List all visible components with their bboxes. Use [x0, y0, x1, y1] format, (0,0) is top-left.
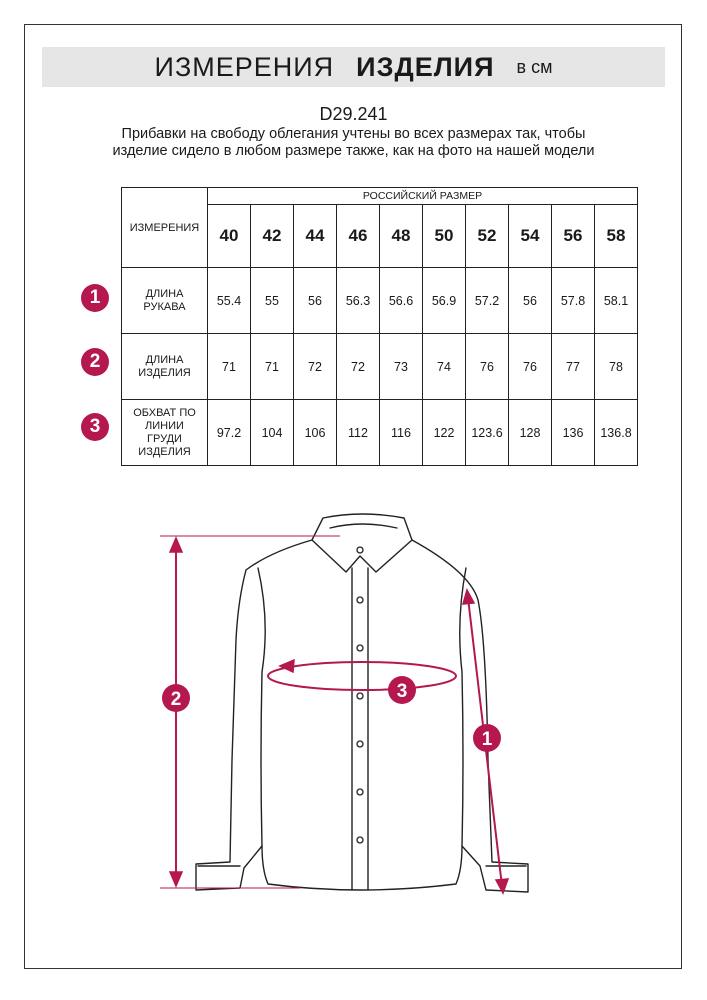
- button: [357, 837, 363, 843]
- svg-text:3: 3: [396, 681, 408, 702]
- title-item: ИЗДЕЛИЯ: [356, 51, 495, 82]
- arrow-head: [170, 872, 182, 886]
- value-cell: 76: [509, 334, 552, 400]
- value-cell: 55.4: [208, 268, 251, 334]
- size-cell: 48: [380, 205, 423, 268]
- size-cell: 46: [337, 205, 380, 268]
- diagram-marker-2: [162, 684, 190, 712]
- value-cell: 112: [337, 400, 380, 466]
- row-label-sleeve: ДЛИНА РУКАВА: [122, 268, 208, 334]
- fit-note: Прибавки на свободу облегания учтены во всех размерах так, чтобы изделие сидело в любом размере также, как на фото на нашей модели: [112, 126, 595, 159]
- arrow-head: [463, 590, 474, 604]
- left-armhole-seam: [258, 568, 265, 846]
- size-cell: 56: [552, 205, 595, 268]
- value-cell: 58.1: [595, 268, 638, 334]
- button: [357, 693, 363, 699]
- measurement-guides: [160, 536, 508, 893]
- arrow-head: [280, 660, 294, 672]
- shirt-body: [196, 540, 528, 892]
- buttons: [357, 547, 363, 843]
- right-armhole-seam: [460, 568, 466, 846]
- button: [357, 789, 363, 795]
- size-cell: 50: [423, 205, 466, 268]
- shirt-outline: [196, 514, 528, 892]
- size-cell: 42: [251, 205, 294, 268]
- value-cell: 136.8: [595, 400, 638, 466]
- measurements-header: ИЗМЕРЕНИЯ: [122, 188, 208, 268]
- value-cell: 136: [552, 400, 595, 466]
- value-cell: 71: [208, 334, 251, 400]
- value-cell: 72: [337, 334, 380, 400]
- value-cell: 71: [251, 334, 294, 400]
- svg-text:1: 1: [481, 729, 493, 750]
- value-cell: 72: [294, 334, 337, 400]
- row-label-length: ДЛИНА ИЗДЕЛИЯ: [122, 334, 208, 400]
- title-measurements: ИЗМЕРЕНИЯ: [154, 51, 335, 82]
- value-cell: 123.6: [466, 400, 509, 466]
- value-cell: 56.9: [423, 268, 466, 334]
- value-cell: 128: [509, 400, 552, 466]
- value-cell: 56: [509, 268, 552, 334]
- value-cell: 104: [251, 400, 294, 466]
- size-cell: 58: [595, 205, 638, 268]
- size-cell: 54: [509, 205, 552, 268]
- row-label-chest: ОБХВАТ ПО ЛИНИИ ГРУДИ ИЗДЕЛИЯ: [122, 400, 208, 466]
- diagram-marker-1: [473, 724, 501, 752]
- button: [357, 741, 363, 747]
- row-badge-3: 3: [81, 413, 109, 441]
- value-cell: 97.2: [208, 400, 251, 466]
- value-cell: 56: [294, 268, 337, 334]
- title-unit: в см: [516, 56, 553, 77]
- size-cell: 44: [294, 205, 337, 268]
- collar: [312, 514, 412, 572]
- value-cell: 73: [380, 334, 423, 400]
- article-code: D29.241: [319, 104, 388, 124]
- value-cell: 55: [251, 268, 294, 334]
- arrow-head: [170, 538, 182, 552]
- button: [357, 597, 363, 603]
- button: [357, 547, 363, 553]
- value-cell: 106: [294, 400, 337, 466]
- button: [357, 645, 363, 651]
- value-cell: 76: [466, 334, 509, 400]
- value-cell: 78: [595, 334, 638, 400]
- value-cell: 57.8: [552, 268, 595, 334]
- row-badge-1: 1: [81, 284, 109, 312]
- value-cell: 116: [380, 400, 423, 466]
- value-cell: 77: [552, 334, 595, 400]
- size-cell: 52: [466, 205, 509, 268]
- svg-text:2: 2: [170, 689, 182, 710]
- value-cell: 74: [423, 334, 466, 400]
- value-cell: 56.6: [380, 268, 423, 334]
- size-cell: 40: [208, 205, 251, 268]
- value-cell: 122: [423, 400, 466, 466]
- collar-band: [330, 524, 397, 528]
- value-cell: 56.3: [337, 268, 380, 334]
- value-cell: 57.2: [466, 268, 509, 334]
- size-system-header: РОССИЙСКИЙ РАЗМЕР: [208, 188, 638, 205]
- diagram-marker-3: [388, 676, 416, 704]
- row-badge-2: 2: [81, 348, 109, 376]
- chest-ellipse: [268, 662, 456, 690]
